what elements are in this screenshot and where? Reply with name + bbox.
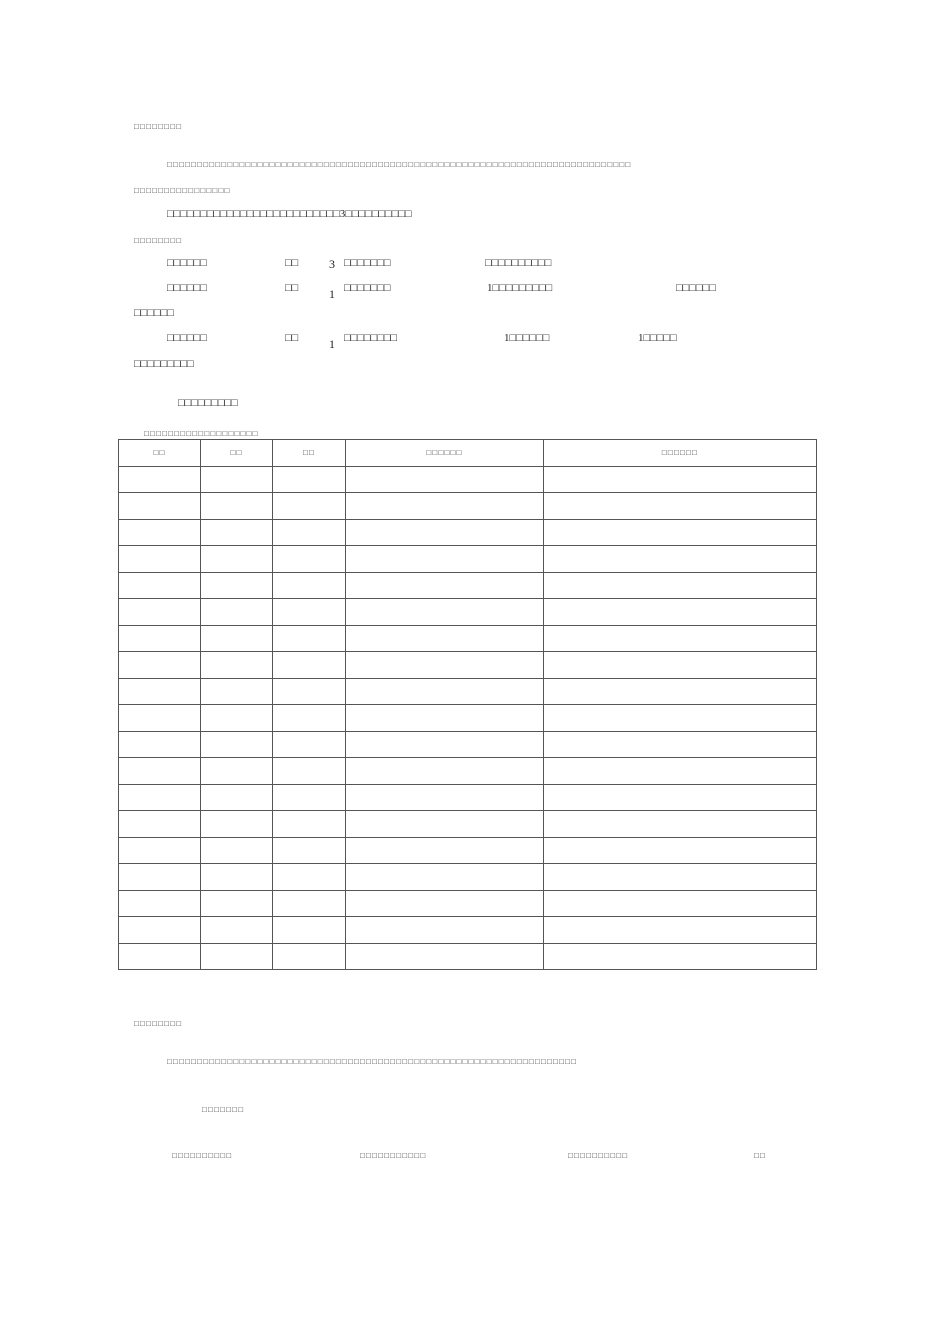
table-row bbox=[119, 625, 817, 652]
table-cell[interactable] bbox=[346, 599, 544, 626]
table-cell[interactable] bbox=[201, 493, 273, 520]
table-cell[interactable] bbox=[201, 652, 273, 679]
signature-field-4: □□ bbox=[754, 1151, 767, 1160]
table-cell[interactable] bbox=[346, 572, 544, 599]
table-cell[interactable] bbox=[273, 519, 346, 546]
table-cell[interactable] bbox=[346, 758, 544, 785]
table-cell[interactable] bbox=[346, 943, 544, 970]
signature-label: □□□□□□□ bbox=[202, 1105, 245, 1114]
table-cell[interactable] bbox=[201, 864, 273, 891]
table-cell[interactable] bbox=[201, 572, 273, 599]
table-cell[interactable] bbox=[273, 943, 346, 970]
table-row bbox=[119, 652, 817, 679]
table-cell[interactable] bbox=[201, 546, 273, 573]
table-cell[interactable] bbox=[119, 466, 201, 493]
table-cell[interactable] bbox=[273, 811, 346, 838]
spec-row-2-name: □□□□□□ bbox=[167, 282, 207, 294]
table-cell[interactable] bbox=[346, 917, 544, 944]
spec-row-2-model: □□□□□□□ bbox=[344, 282, 391, 294]
table-cell[interactable] bbox=[119, 758, 201, 785]
table-cell[interactable] bbox=[119, 784, 201, 811]
table-cell[interactable] bbox=[273, 546, 346, 573]
table-cell[interactable] bbox=[201, 731, 273, 758]
table-cell[interactable] bbox=[119, 625, 201, 652]
spec-row-3-qty: 1 bbox=[329, 337, 335, 351]
table-cell[interactable] bbox=[544, 837, 817, 864]
table-row bbox=[119, 890, 817, 917]
table-cell[interactable] bbox=[346, 890, 544, 917]
spec-row-1-name: □□□□□□ bbox=[167, 257, 207, 269]
table-row bbox=[119, 546, 817, 573]
table-row bbox=[119, 917, 817, 944]
signature-field-1: □□□□□□□□□□ bbox=[172, 1151, 233, 1160]
table-cell[interactable] bbox=[346, 705, 544, 732]
table-title: □□□□□□□□□ bbox=[178, 397, 238, 409]
table-cell[interactable] bbox=[346, 466, 544, 493]
heading-3: □□□□□□□□ bbox=[134, 1019, 183, 1028]
table-cell[interactable] bbox=[273, 731, 346, 758]
signature-field-2: □□□□□□□□□□□ bbox=[360, 1151, 427, 1160]
table-row bbox=[119, 943, 817, 970]
table-row bbox=[119, 758, 817, 785]
spec-row-1-unit: □□ bbox=[285, 257, 299, 269]
signature-field-3: □□□□□□□□□□ bbox=[568, 1151, 629, 1160]
table-cell[interactable] bbox=[273, 678, 346, 705]
paragraph-1-line-2: □□□□□□□□□□□□□□□□ bbox=[134, 186, 231, 195]
table-cell[interactable] bbox=[544, 625, 817, 652]
table-cell[interactable] bbox=[544, 678, 817, 705]
table-cell[interactable] bbox=[544, 784, 817, 811]
table-cell[interactable] bbox=[544, 864, 817, 891]
table-cell[interactable] bbox=[201, 625, 273, 652]
table-cell[interactable] bbox=[346, 678, 544, 705]
table-cell[interactable] bbox=[346, 864, 544, 891]
table-cell[interactable] bbox=[119, 599, 201, 626]
table-cell[interactable] bbox=[119, 519, 201, 546]
table-cell[interactable] bbox=[273, 625, 346, 652]
spec-row-3-spec: 1□□□□□□ bbox=[504, 332, 550, 344]
spec-row-3-model: □□□□□□□□ bbox=[344, 332, 398, 344]
table-cell[interactable] bbox=[544, 599, 817, 626]
table-cell[interactable] bbox=[201, 758, 273, 785]
table-cell[interactable] bbox=[544, 731, 817, 758]
table-row bbox=[119, 705, 817, 732]
table-cell[interactable] bbox=[346, 625, 544, 652]
spec-row-1-qty: 3 bbox=[329, 257, 335, 271]
table-cell[interactable] bbox=[119, 546, 201, 573]
table-cell[interactable] bbox=[273, 837, 346, 864]
table-cell[interactable] bbox=[544, 705, 817, 732]
table-body bbox=[119, 466, 817, 970]
table-cell[interactable] bbox=[119, 917, 201, 944]
table-cell[interactable] bbox=[201, 705, 273, 732]
table-cell[interactable] bbox=[346, 493, 544, 520]
table-cell[interactable] bbox=[544, 890, 817, 917]
table-cell[interactable] bbox=[544, 519, 817, 546]
table-row bbox=[119, 837, 817, 864]
table-row bbox=[119, 572, 817, 599]
table-row bbox=[119, 493, 817, 520]
table-cell[interactable] bbox=[544, 758, 817, 785]
table-header-cell: □□ bbox=[119, 440, 201, 467]
heading-1: □□□□□□□□ bbox=[134, 122, 183, 131]
table-cell[interactable] bbox=[201, 811, 273, 838]
table-row bbox=[119, 519, 817, 546]
table-row bbox=[119, 678, 817, 705]
table-header-cell: □□ bbox=[201, 440, 273, 467]
table-cell[interactable] bbox=[201, 784, 273, 811]
table-cell[interactable] bbox=[201, 678, 273, 705]
table-cell[interactable] bbox=[273, 572, 346, 599]
table-header-cell: □□ bbox=[273, 440, 346, 467]
table-cell[interactable] bbox=[544, 572, 817, 599]
table-cell[interactable] bbox=[544, 546, 817, 573]
spec-row-2-continuation: □□□□□□ bbox=[134, 307, 174, 319]
table-cell[interactable] bbox=[273, 784, 346, 811]
spec-row-3-extra: 1□□□□□ bbox=[638, 332, 677, 344]
table-cell[interactable] bbox=[544, 466, 817, 493]
table-cell[interactable] bbox=[119, 572, 201, 599]
spec-row-1-spec: □□□□□□□□□□ bbox=[485, 257, 552, 269]
table-cell[interactable] bbox=[119, 890, 201, 917]
table-header-cell: □□□□□□ bbox=[544, 440, 817, 467]
table-cell[interactable] bbox=[201, 917, 273, 944]
table-cell[interactable] bbox=[346, 652, 544, 679]
table-row bbox=[119, 731, 817, 758]
table-cell[interactable] bbox=[346, 519, 544, 546]
table-caption: □□□□□□□□□□□□□□□□□□□ bbox=[144, 429, 259, 438]
table-cell[interactable] bbox=[201, 519, 273, 546]
table-cell[interactable] bbox=[346, 784, 544, 811]
table-row bbox=[119, 811, 817, 838]
table-cell[interactable] bbox=[273, 758, 346, 785]
table-cell[interactable] bbox=[273, 652, 346, 679]
table-cell[interactable] bbox=[346, 546, 544, 573]
table-cell[interactable] bbox=[544, 943, 817, 970]
table-cell[interactable] bbox=[201, 837, 273, 864]
table-cell[interactable] bbox=[346, 837, 544, 864]
table-cell[interactable] bbox=[273, 493, 346, 520]
table-row bbox=[119, 599, 817, 626]
table-cell[interactable] bbox=[119, 811, 201, 838]
spec-row-3-unit: □□ bbox=[285, 332, 299, 344]
table-cell[interactable] bbox=[119, 943, 201, 970]
table-cell[interactable] bbox=[273, 864, 346, 891]
record-table bbox=[118, 439, 817, 970]
table-cell[interactable] bbox=[201, 890, 273, 917]
table-row bbox=[119, 864, 817, 891]
paragraph-2: □□□□□□□□□□□□□□□□□□□□□□□□□□3□□□□□□□□□□ bbox=[167, 208, 412, 220]
spec-row-2-spec: 1□□□□□□□□□ bbox=[487, 282, 553, 294]
table-cell[interactable] bbox=[273, 466, 346, 493]
spec-row-1-model: □□□□□□□ bbox=[344, 257, 391, 269]
table-cell[interactable] bbox=[119, 705, 201, 732]
paragraph-3: □□□□□□□□□□□□□□□□□□□□□□□□□□□□□□□□□□□□□□□□□□□□□□□□□□□□□□□□□□□□□□□□□□□□ bbox=[167, 1057, 578, 1066]
table-cell[interactable] bbox=[273, 890, 346, 917]
spec-row-2-qty: 1 bbox=[329, 287, 335, 301]
table-cell[interactable] bbox=[273, 705, 346, 732]
paragraph-1-line-1: □□□□□□□□□□□□□□□□□□□□□□□□□□□□□□□□□□□□□□□□□□□□□□□□□□□□□□□□□□□□□□□□□□□□□□□□□□□□□ bbox=[167, 160, 632, 169]
spec-row-3-name: □□□□□□ bbox=[167, 332, 207, 344]
table-row bbox=[119, 784, 817, 811]
spec-row-2-extra: □□□□□□ bbox=[676, 282, 716, 294]
table-cell[interactable] bbox=[201, 466, 273, 493]
table-cell[interactable] bbox=[119, 678, 201, 705]
table-cell[interactable] bbox=[201, 943, 273, 970]
table-cell[interactable] bbox=[346, 731, 544, 758]
table-cell[interactable] bbox=[544, 917, 817, 944]
table-cell[interactable] bbox=[544, 652, 817, 679]
table-cell[interactable] bbox=[273, 917, 346, 944]
table-header-cell: □□□□□□ bbox=[346, 440, 544, 467]
table-cell[interactable] bbox=[273, 599, 346, 626]
table-cell[interactable] bbox=[119, 837, 201, 864]
table-cell[interactable] bbox=[119, 652, 201, 679]
table-cell[interactable] bbox=[201, 599, 273, 626]
table-cell[interactable] bbox=[544, 811, 817, 838]
table-cell[interactable] bbox=[346, 811, 544, 838]
table-row bbox=[119, 466, 817, 493]
spec-row-3-continuation: □□□□□□□□□ bbox=[134, 358, 194, 370]
table-header-row bbox=[119, 440, 817, 467]
table-cell[interactable] bbox=[544, 493, 817, 520]
heading-2: □□□□□□□□ bbox=[134, 236, 183, 245]
table-cell[interactable] bbox=[119, 731, 201, 758]
spec-row-2-unit: □□ bbox=[285, 282, 299, 294]
table-cell[interactable] bbox=[119, 864, 201, 891]
table-cell[interactable] bbox=[119, 493, 201, 520]
